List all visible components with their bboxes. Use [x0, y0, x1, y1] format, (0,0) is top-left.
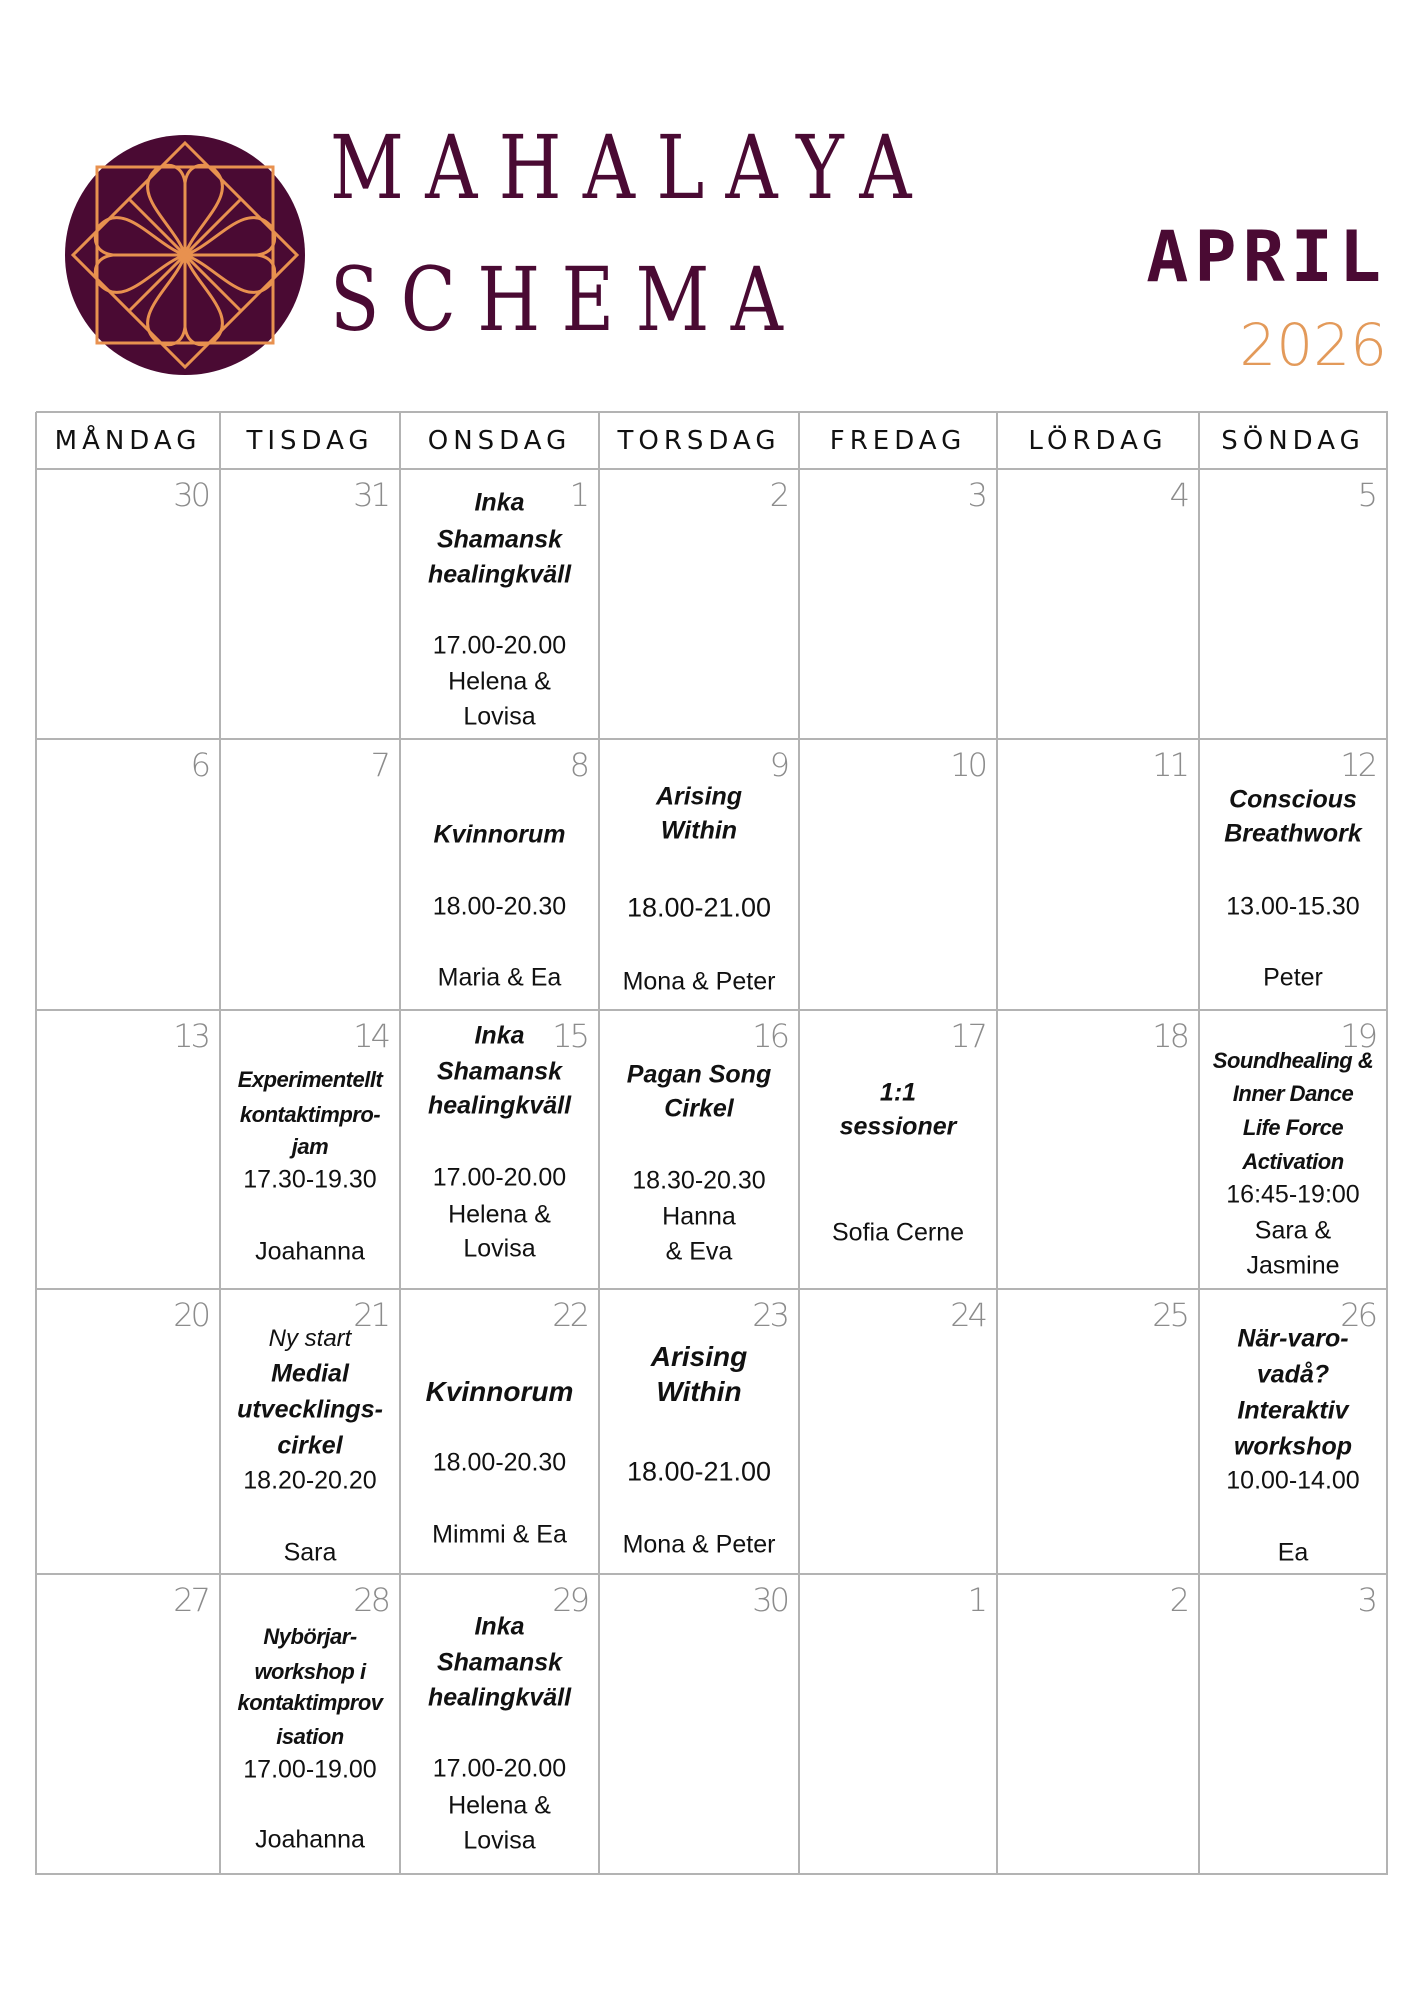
event-title-line: cirkel: [277, 1431, 343, 1460]
day-number: 1: [967, 1581, 985, 1619]
day-number: 2: [769, 476, 787, 514]
day-cell-with-event: [799, 1010, 997, 1289]
weekday-header: TISDAG: [246, 425, 374, 456]
event-title-line: vadå?: [1256, 1360, 1330, 1389]
event-title-line: Cirkel: [664, 1094, 734, 1123]
day-number: 21: [353, 1296, 388, 1334]
event-host: Hanna: [662, 1202, 736, 1231]
event-title-line: Arising: [655, 782, 743, 811]
day-number: 15: [552, 1017, 587, 1055]
day-cell-with-event: [599, 1010, 799, 1289]
day-cell: [36, 1289, 220, 1574]
day-number: 3: [1357, 1581, 1375, 1619]
event-host: Helena &: [448, 667, 551, 696]
event-time: 17.00-20.00: [432, 1754, 567, 1783]
day-number: 7: [370, 746, 388, 784]
event-host: Lovisa: [463, 1826, 536, 1855]
day-cell-with-event: [400, 1010, 599, 1289]
event-time: 16:45-19:00: [1226, 1180, 1360, 1209]
event-title-line: healingkväll: [427, 1683, 572, 1712]
day-number: 16: [752, 1017, 787, 1055]
event-title-line: Inner Dance: [1232, 1081, 1354, 1106]
event-host: Lovisa: [463, 702, 536, 731]
month-label: APRIL: [1146, 216, 1387, 298]
event-time: 17.00-20.00: [432, 631, 567, 660]
event-time: 18.20-20.20: [243, 1466, 377, 1495]
day-cell: [997, 469, 1199, 739]
day-number: 22: [552, 1296, 587, 1334]
day-number: 18: [1152, 1017, 1187, 1055]
event-title-line: Pagan Song: [626, 1060, 772, 1089]
day-number: 24: [950, 1296, 985, 1334]
event-host: Jasmine: [1246, 1251, 1340, 1280]
weekday-header: FREDAG: [829, 425, 967, 456]
day-number: 20: [173, 1296, 208, 1334]
day-cell: [599, 1574, 799, 1874]
day-number: 25: [1152, 1296, 1187, 1334]
day-cell: [36, 469, 220, 739]
day-cell: [599, 469, 799, 739]
event-host: Joahanna: [255, 1237, 365, 1266]
day-cell: [1199, 469, 1387, 739]
day-number: 11: [1152, 746, 1187, 784]
event-title-line: Within: [660, 816, 738, 845]
event-title-line: Interaktiv: [1237, 1396, 1349, 1425]
event-time: 13.00-15.30: [1226, 892, 1360, 921]
day-cell-with-event: [220, 1010, 400, 1289]
event-host: Sara: [283, 1538, 337, 1567]
day-cell: [36, 739, 220, 1010]
day-cell: [220, 739, 400, 1010]
event-time: 18.00-20.30: [432, 892, 567, 921]
day-number: 31: [353, 476, 388, 514]
event-title-line: Soundhealing &: [1212, 1048, 1374, 1073]
event-title-line: När-varo-: [1237, 1324, 1349, 1353]
day-cell-with-event: [400, 469, 599, 739]
day-cell: [799, 1289, 997, 1574]
event-title-line: Experimentellt: [237, 1067, 383, 1092]
day-cell: [997, 739, 1199, 1010]
event-title-line: kontaktimprov: [237, 1690, 383, 1715]
event-host: Mona & Peter: [622, 967, 776, 996]
event-note: Ny start: [268, 1325, 352, 1352]
event-title-line: healingkväll: [427, 560, 572, 589]
day-cell-with-event: [1199, 1010, 1387, 1289]
day-number: 10: [950, 746, 985, 784]
day-number: 30: [752, 1581, 787, 1619]
event-host: Maria & Ea: [437, 963, 562, 992]
day-cell-with-event: [599, 739, 799, 1010]
event-title-line: Kvinnorum: [433, 820, 566, 849]
day-cell-with-event: [1199, 1289, 1387, 1574]
event-title-line: kontaktimpro-: [239, 1102, 381, 1127]
event-title-line: isation: [276, 1724, 344, 1749]
day-cell: [36, 1574, 220, 1874]
day-cell: [799, 1574, 997, 1874]
day-cell: [799, 739, 997, 1010]
event-host: Sofia Cerne: [831, 1218, 965, 1247]
event-title-line: Inka: [474, 1021, 525, 1050]
day-number: 19: [1340, 1017, 1375, 1055]
event-time: 10.00-14.00: [1226, 1466, 1360, 1495]
day-cell-with-event: [400, 1574, 599, 1874]
day-cell: [997, 1574, 1199, 1874]
event-host: Joahanna: [255, 1825, 365, 1854]
day-number: 30: [173, 476, 208, 514]
event-host: Ea: [1277, 1538, 1309, 1567]
event-title-line: sessioner: [839, 1112, 957, 1141]
day-number: 12: [1340, 746, 1375, 784]
event-title-line: Life Force: [1242, 1115, 1344, 1140]
event-title-line: workshop i: [254, 1659, 366, 1684]
day-number: 6: [190, 746, 208, 784]
event-title-line: Inka: [474, 488, 525, 517]
event-host: Peter: [1263, 963, 1323, 992]
event-title-line: utvecklings-: [237, 1395, 383, 1424]
day-number: 28: [353, 1581, 388, 1619]
event-title-line: Nybörjar-: [263, 1624, 357, 1649]
day-number: 4: [1169, 476, 1187, 514]
day-number: 8: [569, 746, 587, 784]
weekday-header: SÖNDAG: [1221, 425, 1365, 456]
day-number: 29: [552, 1581, 587, 1619]
day-cell-with-event: [400, 1289, 599, 1574]
day-cell: [799, 469, 997, 739]
event-title-line: Conscious: [1229, 785, 1357, 814]
event-time: 18.00-21.00: [626, 892, 772, 923]
event-title-line: workshop: [1233, 1432, 1353, 1461]
event-title-line: Activation: [1242, 1149, 1344, 1174]
day-cell: [220, 469, 400, 739]
event-time: 17.00-20.00: [432, 1163, 567, 1192]
weekday-header: TORSDAG: [617, 425, 781, 456]
day-number: 1: [569, 476, 587, 514]
day-cell: [997, 1289, 1199, 1574]
event-title-line: Shamansk: [436, 525, 563, 554]
event-host: Helena &: [448, 1200, 551, 1229]
event-title-line: Medial: [271, 1359, 349, 1388]
event-time: 17.00-19.00: [243, 1755, 377, 1784]
day-number: 26: [1340, 1296, 1375, 1334]
event-title-line: 1:1: [879, 1078, 917, 1107]
day-cell-with-event: [220, 1289, 400, 1574]
event-title-line: Shamansk: [436, 1057, 563, 1086]
day-cell: [997, 1010, 1199, 1289]
event-title-line: Kvinnorum: [425, 1376, 574, 1407]
day-number: 2: [1169, 1581, 1187, 1619]
event-host: & Eva: [665, 1237, 733, 1266]
day-cell-with-event: [1199, 739, 1387, 1010]
year-label: 2026: [1239, 311, 1387, 379]
event-title-line: Within: [656, 1376, 742, 1407]
brand-title-line-1: MAHALAYA: [330, 116, 933, 219]
weekday-header: MÅNDAG: [54, 425, 202, 456]
day-number: 23: [752, 1296, 787, 1334]
brand-title-line-2: SCHEMA: [330, 248, 805, 351]
event-host: Mimmi & Ea: [432, 1520, 567, 1549]
event-time: 17.30-19.30: [243, 1165, 377, 1194]
day-number: 27: [173, 1581, 208, 1619]
event-host: Lovisa: [463, 1234, 536, 1263]
day-number: 9: [769, 746, 787, 784]
day-cell-with-event: [599, 1289, 799, 1574]
day-number: 13: [173, 1017, 208, 1055]
event-title-line: Shamansk: [436, 1648, 563, 1677]
weekday-header: ONSDAG: [427, 425, 572, 456]
day-cell: [36, 1010, 220, 1289]
event-title-line: healingkväll: [427, 1091, 572, 1120]
event-title-line: jam: [291, 1134, 329, 1159]
day-number: 17: [950, 1017, 985, 1055]
event-host: Sara &: [1254, 1216, 1332, 1245]
day-number: 14: [353, 1017, 388, 1055]
day-cell-with-event: [220, 1574, 400, 1874]
event-time: 18.30-20.30: [632, 1166, 766, 1195]
event-host: Helena &: [448, 1791, 551, 1820]
day-cell: [1199, 1574, 1387, 1874]
day-number: 3: [967, 476, 985, 514]
event-title-line: Breathwork: [1224, 819, 1362, 848]
day-cell-with-event: [400, 739, 599, 1010]
event-title-line: Arising: [650, 1341, 748, 1372]
weekday-header: LÖRDAG: [1028, 425, 1168, 456]
event-title-line: Inka: [474, 1612, 525, 1641]
event-time: 18.00-20.30: [432, 1448, 567, 1477]
event-host: Mona & Peter: [622, 1530, 776, 1559]
event-time: 18.00-21.00: [626, 1456, 772, 1487]
day-number: 5: [1357, 476, 1375, 514]
